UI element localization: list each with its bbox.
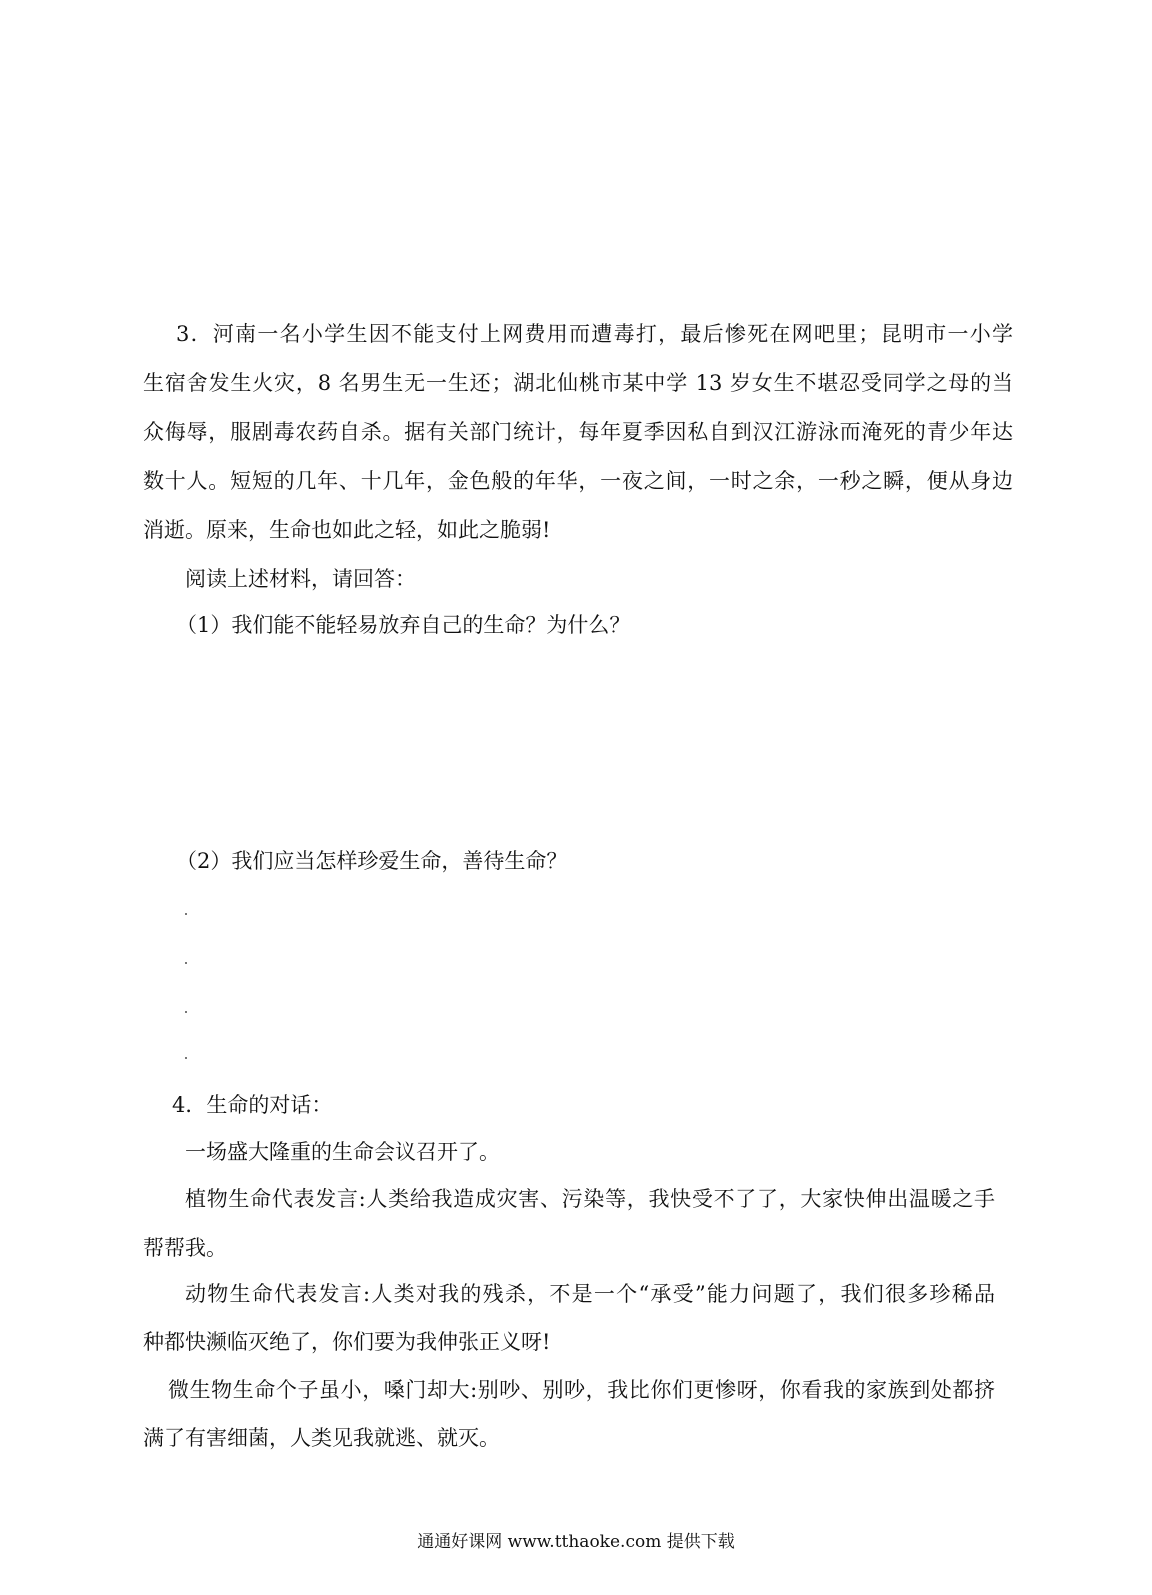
answer-dot xyxy=(185,962,187,964)
q3-line-3: 众侮辱，服剧毒农药自杀。据有关部门统计，每年夏季因私自到汉江游泳而淹死的青少年达 xyxy=(143,420,1013,444)
q3-sub-question-2: （2）我们应当怎样珍爱生命，善待生命？ xyxy=(176,849,568,873)
q4-plant-line-2: 帮帮我。 xyxy=(143,1236,227,1260)
answer-dot xyxy=(185,913,187,915)
q4-title: 4．生命的对话： xyxy=(172,1093,333,1117)
q3-line-4: 数十人。短短的几年、十几年，金色般的年华，一夜之间，一时之余，一秒之瞬，便从身边 xyxy=(143,469,1013,493)
q4-plant-line-1: 植物生命代表发言:人类给我造成灾害、污染等，我快受不了了，大家快伸出温暖之手 xyxy=(185,1187,995,1211)
q4-animal-line-2: 种都快濒临灭绝了，你们要为我伸张正义呀! xyxy=(143,1330,551,1354)
q3-sub-question-1: （1）我们能不能轻易放弃自己的生命？为什么？ xyxy=(176,613,631,637)
q4-microbe-line-1: 微生物生命个子虽小，嗓门却大:别吵、别吵，我比你们更惨呀，你看我的家族到处都挤 xyxy=(168,1378,995,1402)
q4-intro: 一场盛大隆重的生命会议召开了。 xyxy=(185,1140,500,1164)
q3-line-1: 3．河南一名小学生因不能支付上网费用而遭毒打，最后惨死在网吧里；昆明市一小学 xyxy=(176,322,1013,346)
q3-line-2: 生宿舍发生火灾，8 名男生无一生还；湖北仙桃市某中学 13 岁女生不堪忍受同学之母的当 xyxy=(143,371,1013,395)
q4-animal-line-1: 动物生命代表发言:人类对我的残杀，不是一个“承受”能力问题了，我们很多珍稀品 xyxy=(185,1282,995,1306)
q4-microbe-line-2: 满了有害细菌，人类见我就逃、就灭。 xyxy=(143,1426,500,1450)
page-footer: 通通好课网 www.tthaoke.com 提供下载 xyxy=(417,1532,735,1552)
q3-line-5: 消逝。原来，生命也如此之轻，如此之脆弱! xyxy=(143,518,551,542)
answer-dot xyxy=(185,1011,187,1013)
answer-dot xyxy=(185,1057,187,1059)
q3-prompt: 阅读上述材料，请回答： xyxy=(185,567,416,591)
